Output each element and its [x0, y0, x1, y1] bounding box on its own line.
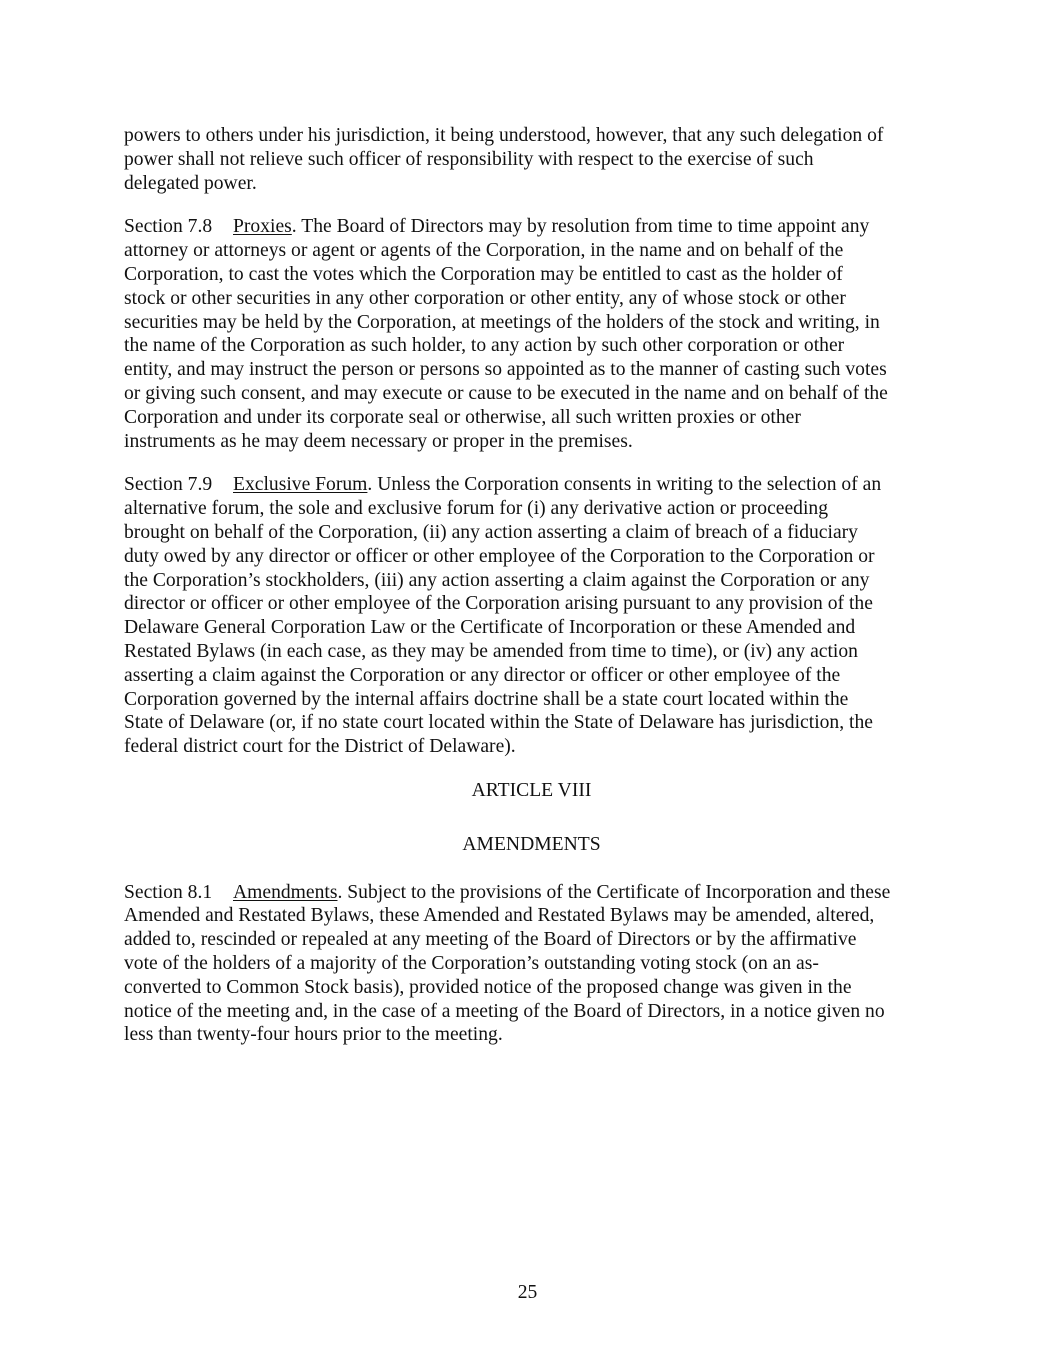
text-line: the name of the Corporation as such holder, to any action by such other corporation or other [124, 335, 845, 357]
text-line: Amended and Restated Bylaws, these Amended and Restated Bylaws may be amended, altered, [124, 905, 875, 927]
text-line: entity, and may instruct the person or persons so appointed as to the manner of casting such votes [124, 359, 887, 381]
text-line: stock or other securities in any other corporation or other entity, any of whose stock or other [124, 287, 846, 309]
section-7-8-first-line [124, 215, 939, 239]
text-line: power shall not relieve such officer of responsibility with respect to the exercise of such [124, 148, 814, 170]
text-line: Corporation and under its corporate seal or otherwise, all such written proxies or other [124, 406, 801, 428]
text-line: duty owed by any director or officer or other employee of the Corporation to the Corporation or [124, 545, 875, 567]
section-8-1-first-line [124, 881, 939, 905]
section-7-9-paragraph [124, 473, 939, 759]
document-page [124, 124, 939, 1067]
text-line: the Corporation’s stockholders, (iii) any action asserting a claim against the Corporation or any [124, 569, 870, 591]
text-line: or giving such consent, and may execute or cause to be executed in the name and on behalf of the [124, 382, 888, 404]
text-line: Corporation governed by the internal affairs doctrine shall be a state court located within the [124, 688, 849, 710]
text-line: instruments as he may deem necessary or proper in the premises. [124, 430, 633, 452]
text-line: alternative forum, the sole and exclusive forum for (i) any derivative action or proceeding [124, 498, 829, 520]
page-number: 25 [517, 1282, 538, 1303]
section-8-1-paragraph [124, 881, 939, 1048]
section-7-9-first-line-text: . Unless the Corporation consents in writing to the selection of an [367, 474, 882, 496]
text-line: Corporation, to cast the votes which the Corporation may be entitled to cast as the holder of [124, 263, 843, 285]
text-line: converted to Common Stock basis), provided notice of the proposed change was given in the [124, 976, 852, 998]
text-line: Restated Bylaws (in each case, as they may be amended from time to time), or (iv) any action [124, 640, 858, 662]
section-7-9-first-line [124, 473, 939, 497]
section-7-8-number: Section 7.8 [124, 216, 213, 238]
text-line: State of Delaware (or, if no state court located within the State of Delaware has jurisdiction, the [124, 712, 873, 734]
text-line: attorney or attorneys or agent or agents of the Corporation, in the name and on behalf of the [124, 240, 844, 262]
text-line: less than twenty-four hours prior to the meeting. [124, 1024, 503, 1046]
text-line: delegated power. [124, 172, 257, 194]
continuation-paragraph [124, 124, 939, 195]
article-label: ARTICLE VIII [471, 779, 592, 801]
text-line: federal district court for the District of Delaware). [124, 736, 516, 758]
section-8-1-title: Amendments [233, 881, 338, 903]
text-line: director or officer or other employee of the Corporation arising pursuant to any provision of the [124, 593, 873, 615]
text-line: brought on behalf of the Corporation, (ii) any action asserting a claim of breach of a fiduciary [124, 521, 858, 543]
section-8-1-number: Section 8.1 [124, 881, 213, 903]
section-7-9-number: Section 7.9 [124, 474, 213, 496]
article-title: AMENDMENTS [462, 833, 601, 855]
section-8-1-first-line-text: . Subject to the provisions of the Certificate of Incorporation and these [337, 881, 891, 903]
text-line: added to, rescinded or repealed at any meeting of the Board of Directors or by the affirmative [124, 929, 857, 951]
text-line: powers to others under his jurisdiction, it being understood, however, that any such delegation of [124, 125, 884, 146]
section-7-8-title: Proxies [233, 216, 292, 238]
text-line: Delaware General Corporation Law or the Certificate of Incorporation or these Amended and [124, 617, 856, 639]
text-line: notice of the meeting and, in the case of a meeting of the Board of Directors, in a notice given no [124, 1000, 885, 1022]
text-line: vote of the holders of a majority of the Corporation’s outstanding voting stock (on an as- [124, 952, 819, 974]
section-7-8-first-line-text: . The Board of Directors may by resolution from time to time appoint any [291, 216, 870, 238]
text-line: asserting a claim against the Corporation or any director or officer or other employee of the [124, 664, 841, 686]
section-7-8-paragraph [124, 215, 939, 453]
text-line: securities may be held by the Corporation, at meetings of the holders of the stock and writing, in [124, 311, 880, 333]
section-7-9-title: Exclusive Forum [233, 474, 368, 496]
